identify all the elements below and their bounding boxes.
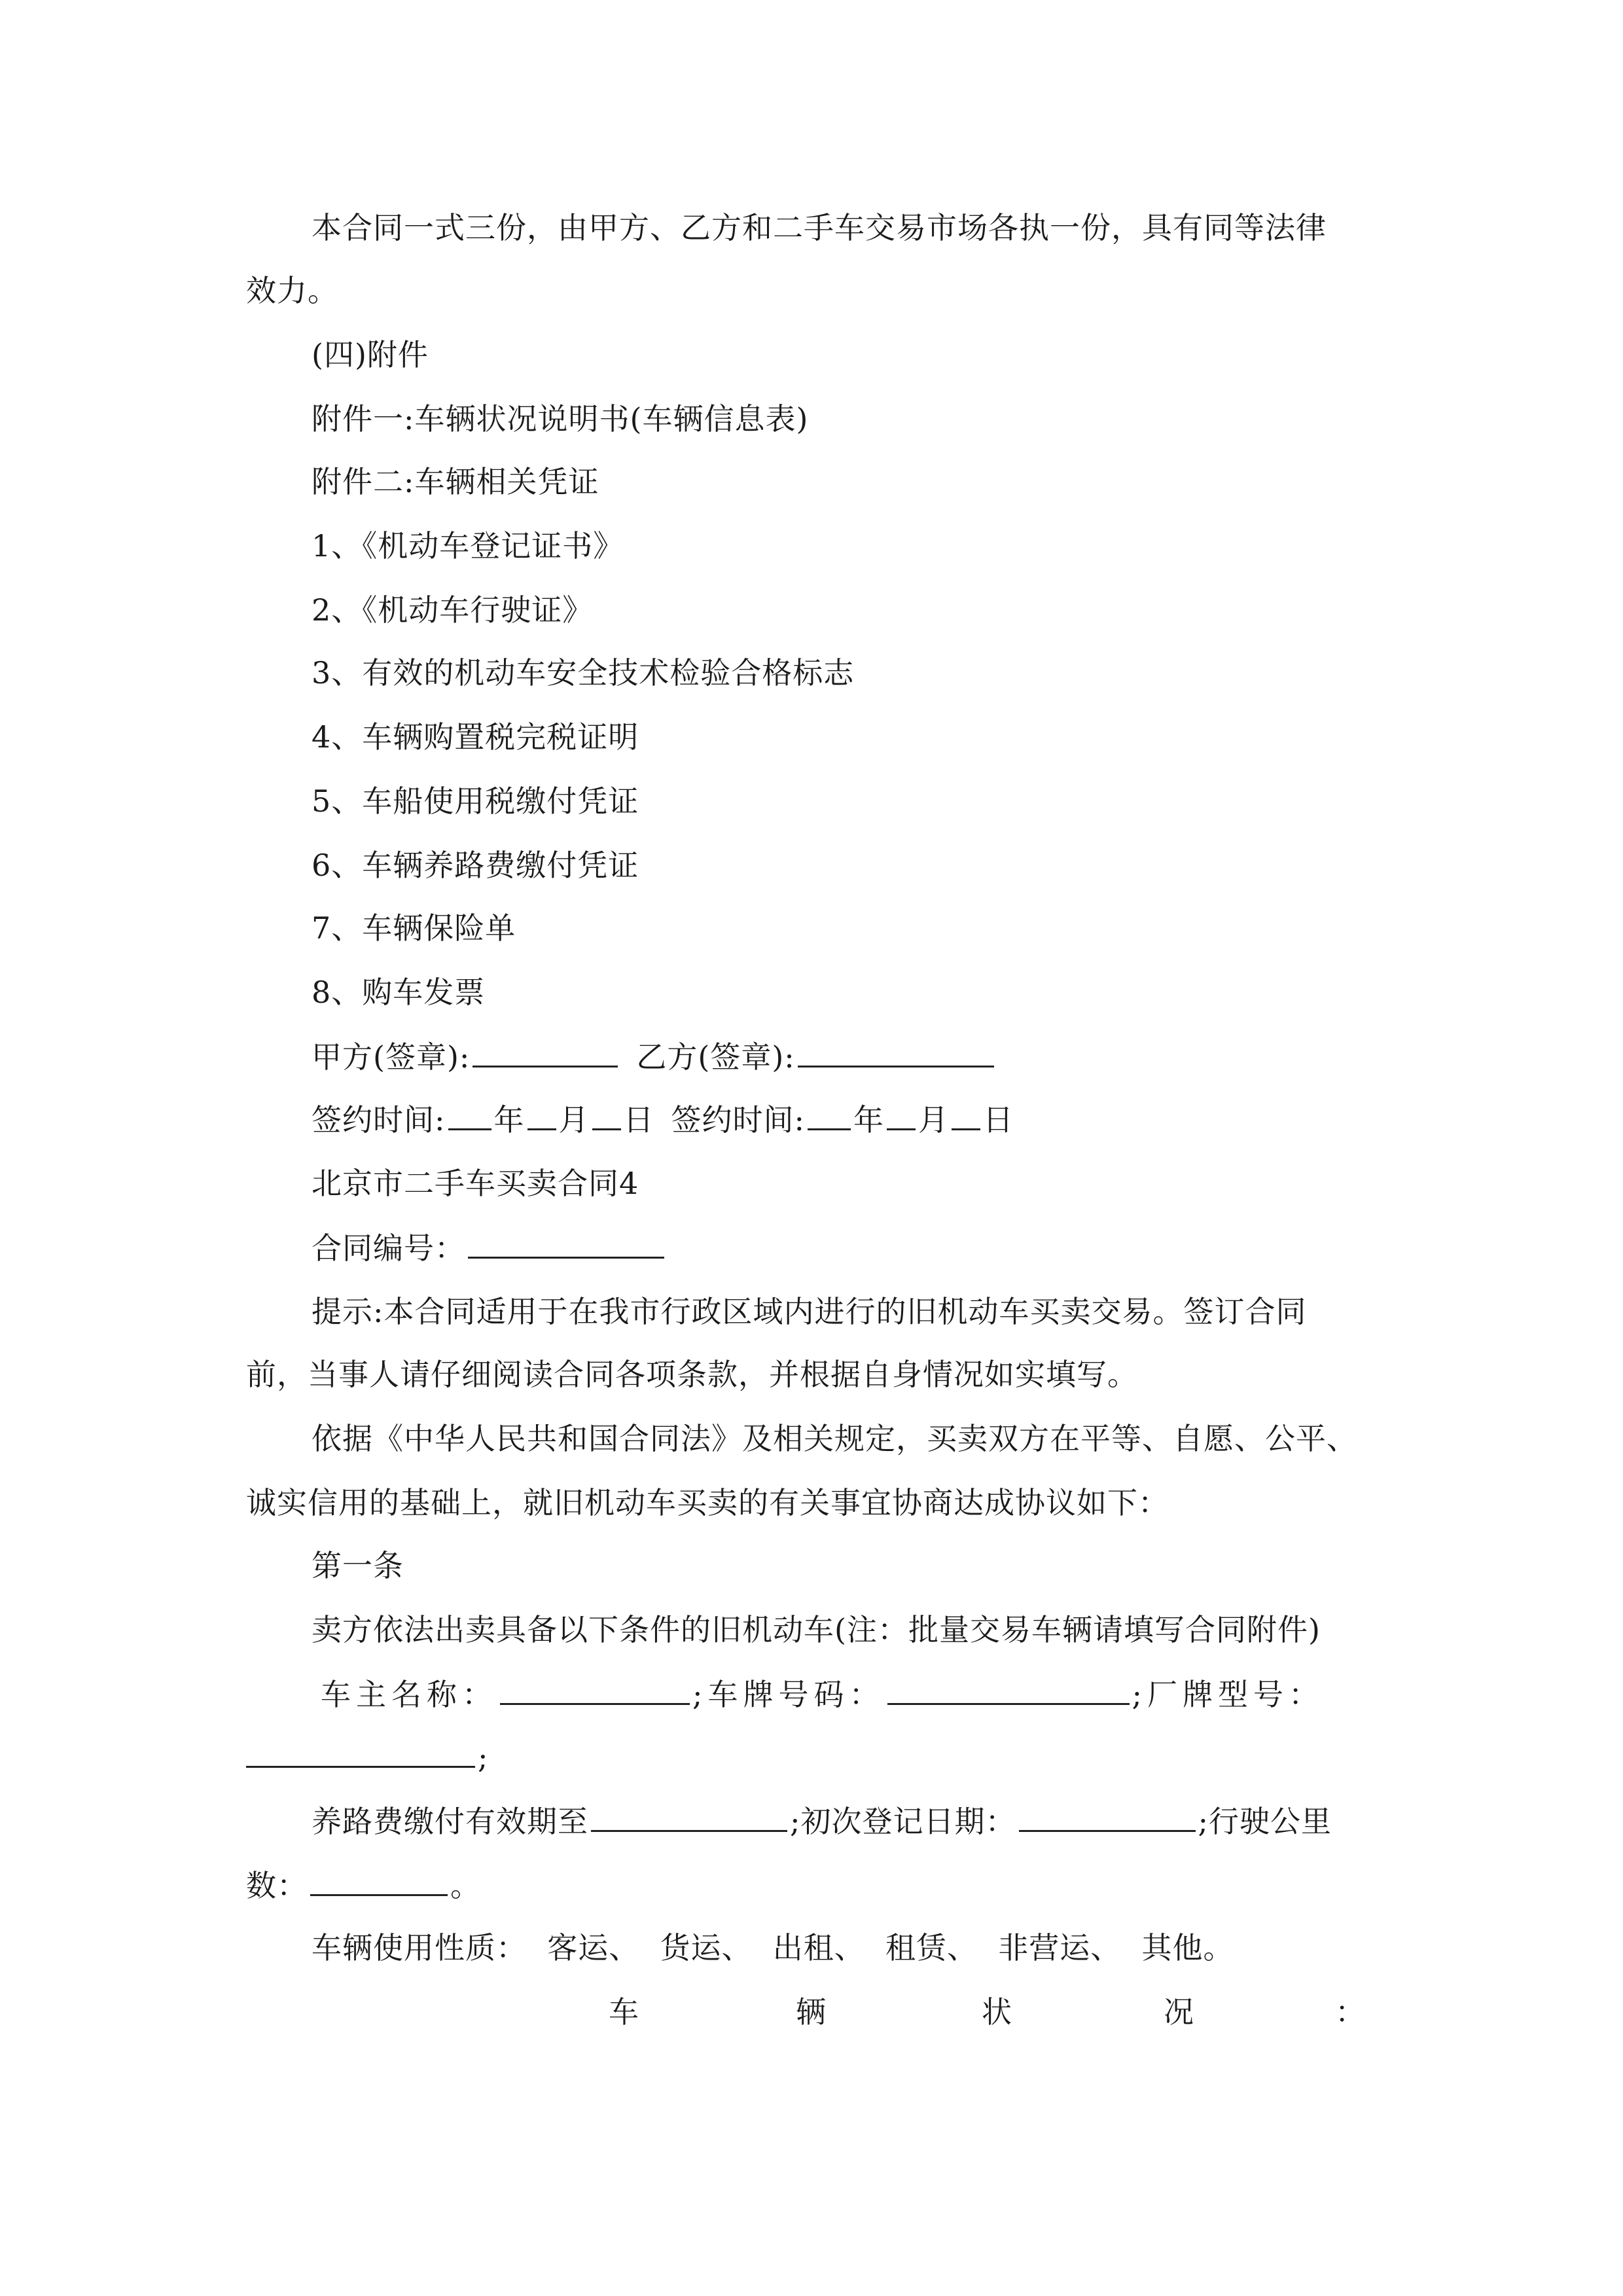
road-fee-label: 养路费缴付有效期至 (312, 1804, 588, 1839)
list-item: 2、《机动车行驶证》 (312, 592, 594, 628)
owner-name-blank[interactable] (500, 1674, 690, 1705)
basis-paragraph-cont: 诚实信用的基础上，就旧机动车买卖的有关事宜协商达成协议如下： (246, 1485, 1169, 1520)
list-item: 5、车船使用税缴付凭证 (312, 783, 639, 819)
paragraph-copies: 本合同一式三份，由甲方、乙方和二手车交易市场各执一份，具有同等法律 (312, 210, 1327, 245)
tip-paragraph-cont: 前，当事人请仔细阅读合同各项条款，并根据自身情况如实填写。 (246, 1357, 1138, 1392)
vehicle-info-line (321, 1674, 1324, 1714)
vehicle-status-char: 状 (982, 1994, 1012, 2030)
plate-number-blank[interactable] (887, 1674, 1130, 1705)
date-label-b: 签约时间: (671, 1102, 805, 1138)
list-item: 7、车辆保险单 (312, 910, 516, 946)
mileage-line (246, 1865, 481, 1905)
party-b-signature-label: 乙方(签章): (636, 1039, 795, 1075)
road-fee-blank[interactable] (591, 1801, 787, 1832)
seller-clause: 卖方依法出卖具备以下条件的旧机动车(注：批量交易车辆请填写合同附件) (312, 1612, 1321, 1647)
attachment-one: 附件一:车辆状况说明书(车辆信息表) (312, 401, 809, 437)
month-label: 月 (918, 1102, 949, 1138)
month-label: 月 (558, 1102, 590, 1138)
signing-date-line (312, 1100, 1014, 1139)
date-label-a: 签约时间: (312, 1102, 446, 1138)
year-label: 年 (853, 1102, 884, 1138)
road-fee-line (312, 1801, 1332, 1841)
contract-number-label: 合同编号： (312, 1230, 465, 1266)
signature-line (312, 1037, 997, 1077)
period: 。 (450, 1868, 481, 1903)
year-label: 年 (493, 1102, 525, 1138)
vehicle-status-char: ： (1335, 1994, 1366, 2030)
day-label: 日 (983, 1102, 1014, 1138)
mileage-label-cont: 数： (246, 1868, 308, 1903)
attachment-two: 附件二:车辆相关凭证 (312, 464, 599, 499)
vehicle-status-char: 车 (609, 1994, 639, 2030)
basis-paragraph: 依据《中华人民共和国合同法》及相关规定，买卖双方在平等、自愿、公平、 (312, 1421, 1357, 1456)
tip-paragraph: 提示:本合同适用于在我市行政区域内进行的旧机动车买卖交易。签订合同 (312, 1294, 1307, 1329)
contract-number-line (312, 1228, 667, 1268)
list-item: 1、《机动车登记证书》 (312, 528, 624, 564)
month-blank[interactable] (527, 1100, 556, 1130)
year-blank[interactable] (808, 1100, 851, 1130)
vehicle-usage-line: 车辆使用性质： 客运、 货运、 出租、 租赁、 非营运、 其他。 (312, 1930, 1234, 1965)
heading-attachments: (四)附件 (312, 337, 429, 372)
day-label: 日 (623, 1102, 654, 1138)
contract-4-title: 北京市二手车买卖合同4 (312, 1166, 639, 1201)
semicolon: ; (478, 1740, 489, 1775)
month-blank[interactable] (887, 1100, 916, 1130)
vehicle-status-char: 况 (1164, 1994, 1194, 2030)
first-registration-blank[interactable] (1019, 1801, 1196, 1832)
list-item: 8、购车发票 (312, 975, 486, 1010)
paragraph-copies-cont: 效力。 (246, 273, 338, 308)
owner-name-label: 车主名称： (321, 1677, 497, 1712)
mileage-blank[interactable] (310, 1865, 448, 1896)
day-blank[interactable] (952, 1100, 980, 1130)
brand-model-line (246, 1737, 489, 1777)
first-registration-label: ;初次登记日期： (790, 1804, 1016, 1839)
brand-model-blank[interactable] (246, 1737, 475, 1768)
party-b-signature-blank[interactable] (798, 1037, 994, 1067)
mileage-label: ;行驶公里 (1198, 1804, 1332, 1839)
vehicle-status-char: 辆 (796, 1994, 827, 2030)
article-one-heading: 第一条 (312, 1548, 404, 1583)
year-blank[interactable] (448, 1100, 491, 1130)
contract-number-blank[interactable] (468, 1228, 664, 1259)
day-blank[interactable] (592, 1100, 621, 1130)
list-item: 6、车辆养路费缴付凭证 (312, 848, 639, 883)
list-item: 3、有效的机动车安全技术检验合格标志 (312, 655, 855, 691)
party-a-signature-label: 甲方(签章): (312, 1039, 471, 1075)
brand-model-label: ;厂牌型号： (1132, 1677, 1324, 1712)
plate-number-label: ;车牌号码： (692, 1677, 885, 1712)
party-a-signature-blank[interactable] (473, 1037, 618, 1067)
list-item: 4、车辆购置税完税证明 (312, 719, 639, 755)
